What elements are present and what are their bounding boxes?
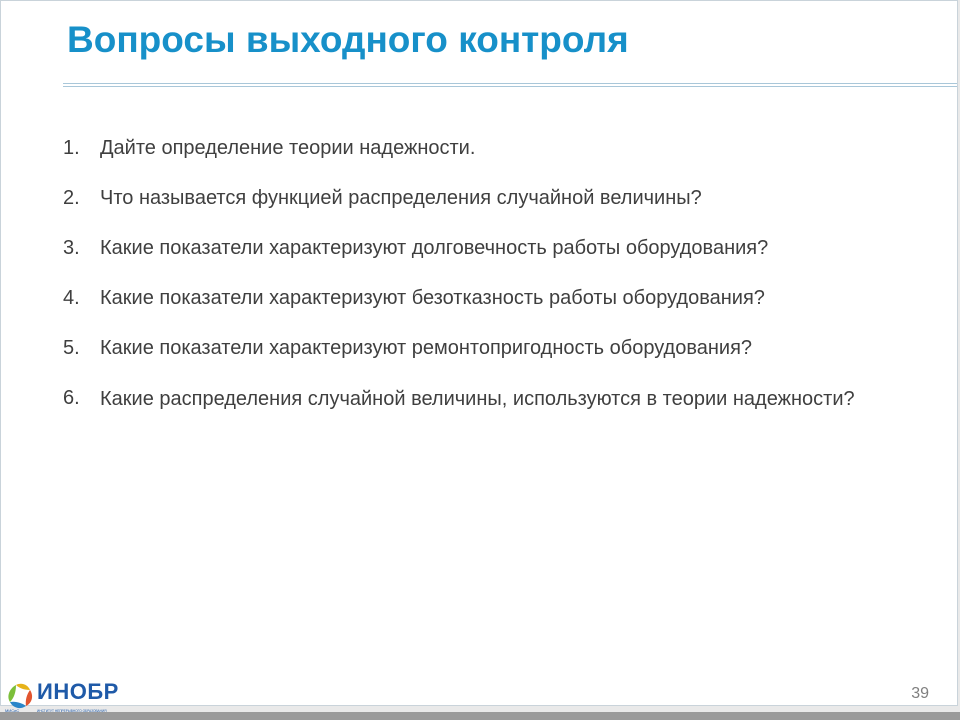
question-number: 4. [63,287,80,309]
title-divider [63,83,958,87]
list-item [63,232,933,265]
logo-small-right: ИНСТИТУТ НЕПРЕРЫВНОГО ОБРАЗОВАНИЯ [37,709,107,713]
list-item [63,182,933,215]
logo-text: ИНОБР [37,679,119,704]
list-item [63,282,933,315]
question-number: 6. [63,387,80,409]
question-text: Какие показатели характеризуют безотказность работы оборудования? [100,287,765,309]
question-text: Какие показатели характеризуют ремонтопригодность оборудования? [100,337,753,359]
page-number: 39 [911,685,929,702]
question-number: 2. [63,187,80,209]
questions-list [63,132,933,437]
slide-title: Вопросы выходного контроля [67,19,629,60]
list-item [63,132,933,165]
question-text: Какие распределения случайной величины, используются в теории надежности? [100,388,855,410]
question-text: Какие показатели характеризуют долговечность работы оборудования? [100,237,769,259]
logo-mark-icon [8,684,32,708]
question-number: 5. [63,337,80,359]
logo-small-left: МИСиС [5,708,20,713]
question-text: Дайте определение теории надежности. [100,137,476,159]
footer-bar [0,712,960,720]
question-text: Что называется функцией распределения случайной величины? [100,187,702,209]
list-item [63,382,933,420]
question-number: 3. [63,237,80,259]
question-number: 1. [63,137,80,159]
list-item [63,332,933,365]
